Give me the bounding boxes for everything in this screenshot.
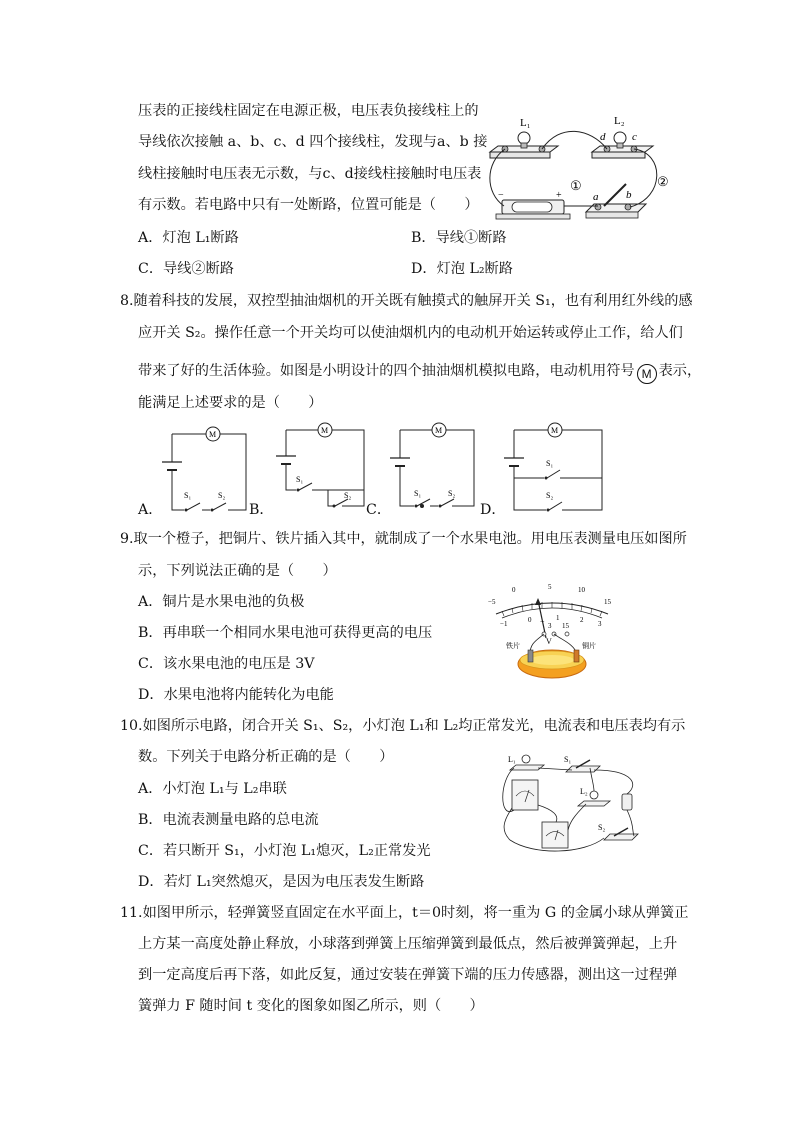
q9-option-d[interactable]: D．水果电池将内能转化为电能 [138,687,334,703]
q7-text-line-3: 线柱接触时电压表无示数，与c、d接线柱接触时电压表 [138,166,482,182]
q9-scale-top-2: 10 [578,586,585,594]
q9-scale-top-3: 15 [604,598,611,606]
q8-circuit-b [272,418,368,510]
q8-option-a[interactable]: A． [138,502,163,518]
q8-b-motor-label: M [321,426,329,435]
q10-text-line-1: 10.如图所示电路，闭合开关 S₁、S₂，小灯泡 L₁和 L₂均正常发光，电流表和电压表均有示 [120,718,686,734]
q9-meter-letter: V [546,637,552,646]
q7-option-c[interactable]: C．导线②断路 [138,261,234,277]
motor-symbol-letter: M [641,367,652,381]
q10-option-b[interactable]: B．电流表测量电路的总电流 [138,812,319,828]
q8-option-c[interactable]: C． [366,502,392,518]
q10-option-c[interactable]: C．若只断开 S₁，小灯泡 L₁熄灭，L₂正常发光 [138,843,431,859]
q8-d-s2-label: S₂ [546,491,554,500]
q9-terminal-3: 3 [548,622,552,630]
q10-s1-label: S₁ [564,755,572,764]
q9-text-line-1: 9.取一个橙子，把铜片、铁片插入其中，就制成了一个水果电池。用电压表测量电压如图所 [120,531,687,547]
q9-text-line-2: 示，下列说法正确的是（ ） [138,563,337,579]
q8-text-line-3 [138,361,701,384]
q10-s2-label: S₂ [598,823,606,832]
q9-option-c[interactable]: C．该水果电池的电压是 3V [138,656,315,672]
q9-scale-top-0: 0 [512,586,516,594]
q9-terminal-minus: − [540,617,545,626]
q7-lamp2-label: L₂ [614,115,625,127]
q8-text-line-3a: 带来了好的生活体验。如图是小明设计的四个抽油烟机模拟电路，电动机用符号 [138,363,635,379]
q9-option-b[interactable]: B．再串联一个相同水果电池可获得更高的电压 [138,625,433,641]
q10-option-d[interactable]: D．若灯 L₁突然熄灭，是因为电压表发生断路 [138,874,425,890]
q9-scale-bottom-3: 2 [580,616,584,624]
q8-d-motor-label: M [551,426,559,435]
q11-text-line-3: 到一定高度后再下落，如此反复，通过安装在弹簧下端的压力传感器，测出这一过程弹 [138,967,678,983]
q10-circuit-figure [494,750,654,858]
q9-iron-label: 铁片 [506,642,520,650]
q8-b-s2-label: S₂ [344,491,352,500]
motor-symbol [637,364,657,384]
q7-text-line-2: 导线依次接触 a、b、c、d 四个接线柱，发现与a、b 接 [138,134,488,150]
q9-scale-left: −5 [488,598,496,606]
q7-terminal-c: c [632,131,637,143]
q11-text-line-1: 11.如图甲所示，轻弹簧竖直固定在水平面上，t＝0时刻，将一重为 G 的金属小球从弹簧正 [120,905,689,921]
q8-text-line-1: 8.随着科技的发展，双控型抽油烟机的开关既有触摸式的触屏开关 S₁，也有利用红外线的感 [120,293,693,309]
q7-lamp1-label: L₁ [520,117,531,129]
q8-c-s1-label: S₁ [414,489,422,498]
q10-l2-label: L₂ [580,787,588,796]
q7-terminal-a: a [593,191,599,203]
q8-c-motor-label: M [435,426,443,435]
q8-a-motor-label: M [209,430,217,439]
q8-text-line-4: 能满足上述要求的是（ ） [138,395,323,411]
q9-scale-top-1: 5 [548,583,552,591]
q7-option-d[interactable]: D．灯泡 L₂断路 [411,261,513,277]
q7-text-line-1: 压表的正接线柱固定在电源正极，电压表负接线柱上的 [138,103,479,119]
q9-scale-bottom-0: −1 [500,620,508,628]
q9-fruit-battery-figure [482,578,622,684]
q7-wire2-label: ② [657,174,669,189]
q7-option-b[interactable]: B．导线①断路 [411,230,507,246]
q8-option-d[interactable]: D． [480,502,506,518]
q8-text-line-2: 应开关 S₂。操作任意一个开关均可以使油烟机内的电动机开始运转或停止工作，给人们 [138,325,683,341]
q7-option-a[interactable]: A．灯泡 L₁断路 [138,230,239,246]
q8-a-s1-label: S₁ [184,491,192,500]
q8-c-s2-label: S₂ [448,489,456,498]
q8-circuit-c [386,418,482,510]
q8-circuit-d [500,418,606,514]
q9-option-a[interactable]: A．铜片是水果电池的负极 [138,594,305,610]
q7-terminal-d: d [600,131,606,143]
q10-text-line-2: 数。下列关于电路分析正确的是（ ） [138,749,394,765]
q8-circuit-a [158,422,250,514]
q10-option-a[interactable]: A．小灯泡 L₁与 L₂串联 [138,781,287,797]
q9-scale-bottom-1: 0 [528,616,532,624]
q8-option-b[interactable]: B． [249,502,274,518]
q7-text-line-4: 有示数。若电路中只有一处断路，位置可能是（ ） [138,197,479,213]
q9-scale-bottom-4: 3 [598,620,602,628]
q8-a-s2-label: S₂ [218,491,226,500]
q8-d-s1-label: S₁ [546,459,554,468]
q7-battery-plus: + [556,190,562,201]
q9-scale-bottom-2: 1 [556,614,560,622]
q11-text-line-4: 簧弹力 F 随时间 t 变化的图象如图乙所示，则（ ） [138,998,484,1014]
q7-battery-minus: − [498,190,504,201]
q8-b-s1-label: S₁ [296,475,304,484]
q7-terminal-b: b [626,189,632,201]
q9-terminal-15: 15 [562,622,569,630]
q7-wire1-label: ① [570,178,582,193]
q7-circuit-figure [480,108,680,228]
q11-text-line-2: 上方某一高度处静止释放，小球落到弹簧上压缩弹簧到最低点，然后被弹簧弹起，上升 [138,936,678,952]
q10-l1-label: L₁ [508,755,516,764]
q9-copper-label: 铜片 [582,642,596,650]
q8-text-line-3b: 表示， [658,363,702,379]
